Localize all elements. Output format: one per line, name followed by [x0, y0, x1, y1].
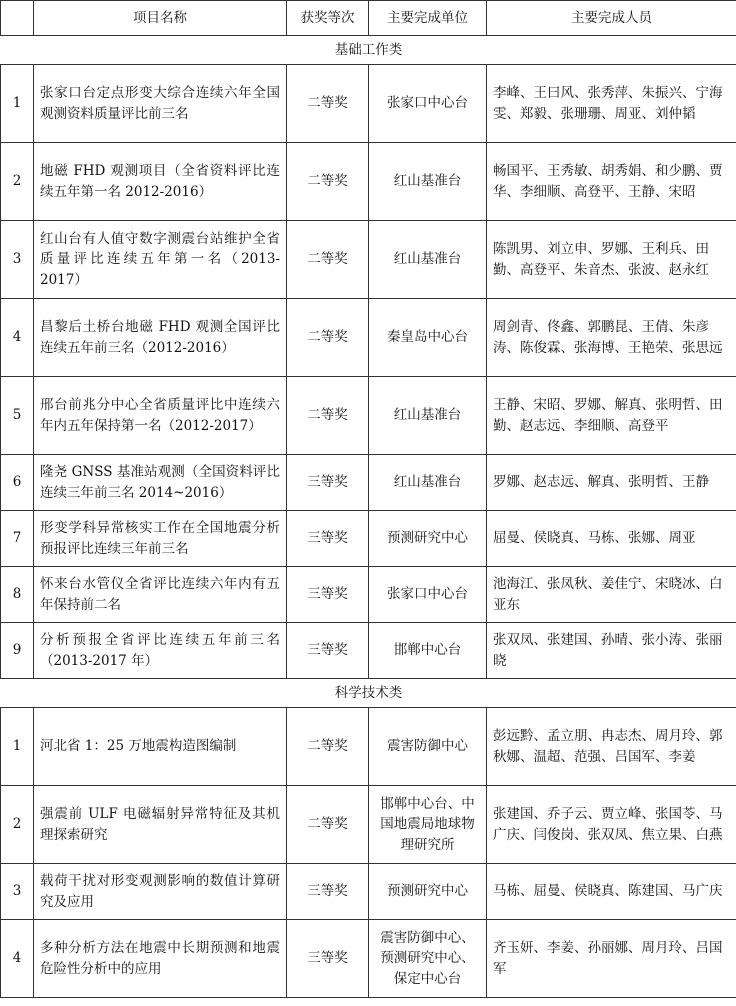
award-level: 三等奖 [287, 567, 369, 623]
completing-people: 屈曼、侯晓真、马栋、张娜、周亚 [487, 511, 736, 567]
completing-people: 池海江、张凤秋、姜佳宁、宋晓冰、白亚东 [487, 567, 736, 623]
completing-people: 周剑青、佟鑫、郭鹏昆、王倩、朱彦涛、陈俊霖、张海博、王艳荣、张思远 [487, 299, 736, 377]
completing-unit: 震害防御中心 [369, 708, 487, 786]
header-project-name: 项目名称 [34, 1, 287, 36]
table-body [1, 36, 736, 998]
completing-people: 张双凤、张建国、孙晴、张小涛、张丽晓 [487, 623, 736, 679]
award-level: 二等奖 [287, 708, 369, 786]
table-row [1, 455, 736, 511]
project-name: 分析预报全省评比连续五年前三名（2013-2017 年） [34, 623, 287, 679]
table-row [1, 623, 736, 679]
completing-unit: 张家口中心台 [369, 65, 487, 143]
project-name: 河北省 1：25 万地震构造图编制 [34, 708, 287, 786]
project-name: 多种分析方法在地震中长期预测和地震危险性分析中的应用 [34, 920, 287, 998]
table-row [1, 786, 736, 864]
completing-unit: 震害防御中心、预测研究中心、保定中心台 [369, 920, 487, 998]
completing-unit: 预测研究中心 [369, 511, 487, 567]
project-name: 强震前 ULF 电磁辐射异常特征及其机理探索研究 [34, 786, 287, 864]
award-level: 三等奖 [287, 511, 369, 567]
completing-unit: 预测研究中心 [369, 864, 487, 920]
row-number: 8 [1, 567, 34, 623]
completing-unit: 邯郸中心台、中国地震局地球物理研究所 [369, 786, 487, 864]
header-award-level: 获奖等次 [287, 1, 369, 36]
row-number: 7 [1, 511, 34, 567]
award-level: 二等奖 [287, 143, 369, 221]
completing-people: 罗娜、赵志远、解真、张明哲、王静 [487, 455, 736, 511]
category-title: 基础工作类 [1, 36, 736, 65]
award-level: 二等奖 [287, 221, 369, 299]
category-row [1, 36, 736, 65]
header-number [1, 1, 34, 36]
row-number: 2 [1, 143, 34, 221]
completing-unit: 邯郸中心台 [369, 623, 487, 679]
completing-people: 齐玉妍、李姜、孙丽娜、周月玲、吕国军 [487, 920, 736, 998]
header-unit: 主要完成单位 [369, 1, 487, 36]
table-row [1, 65, 736, 143]
row-number: 1 [1, 708, 34, 786]
award-level: 三等奖 [287, 920, 369, 998]
row-number: 4 [1, 920, 34, 998]
row-number: 9 [1, 623, 34, 679]
row-number: 2 [1, 786, 34, 864]
row-number: 3 [1, 864, 34, 920]
table-row [1, 377, 736, 455]
project-name: 张家口台定点形变大综合连续六年全国观测资料质量评比前三名 [34, 65, 287, 143]
completing-people: 畅国平、王秀敏、胡秀娟、和少鹏、贾华、李细顺、高登平、王静、宋昭 [487, 143, 736, 221]
table-row [1, 143, 736, 221]
row-number: 1 [1, 65, 34, 143]
completing-unit: 红山基准台 [369, 377, 487, 455]
row-number: 6 [1, 455, 34, 511]
award-level: 二等奖 [287, 65, 369, 143]
completing-unit: 红山基准台 [369, 143, 487, 221]
completing-people: 陈凯男、刘立申、罗娜、王利兵、田勤、高登平、朱音杰、张波、赵永红 [487, 221, 736, 299]
table-row [1, 567, 736, 623]
completing-people: 马栋、屈曼、侯晓真、陈建国、马广庆 [487, 864, 736, 920]
project-name: 邢台前兆分中心全省质量评比中连续六年内五年保持第一名（2012-2017） [34, 377, 287, 455]
award-level: 三等奖 [287, 455, 369, 511]
completing-people: 王静、宋昭、罗娜、解真、张明哲、田勤、赵志远、李细顺、高登平 [487, 377, 736, 455]
award-level: 二等奖 [287, 786, 369, 864]
project-name: 载荷干扰对形变观测影响的数值计算研究及应用 [34, 864, 287, 920]
completing-people: 彭远黔、孟立朋、冉志杰、周月玲、郭秋娜、温超、范强、吕国军、李姜 [487, 708, 736, 786]
completing-unit: 张家口中心台 [369, 567, 487, 623]
row-number: 3 [1, 221, 34, 299]
table-row [1, 864, 736, 920]
project-name: 红山台有人值守数字测震台站维护全省质量评比连续五年第一名（2013-2017） [34, 221, 287, 299]
completing-people: 张建国、乔子云、贾立峰、张国苓、马广庆、闫俊岗、张双凤、焦立果、白燕 [487, 786, 736, 864]
project-name: 形变学科异常核实工作在全国地震分析预报评比连续三年前三名 [34, 511, 287, 567]
award-level: 二等奖 [287, 299, 369, 377]
project-name: 隆尧 GNSS 基准站观测（全国资料评比连续三年前三名 2014~2016） [34, 455, 287, 511]
category-row [1, 679, 736, 708]
table-row [1, 299, 736, 377]
award-level: 二等奖 [287, 377, 369, 455]
project-name: 地磁 FHD 观测项目（全省资料评比连续五年第一名 2012-2016） [34, 143, 287, 221]
award-level: 三等奖 [287, 864, 369, 920]
row-number: 5 [1, 377, 34, 455]
table-row [1, 511, 736, 567]
row-number: 4 [1, 299, 34, 377]
header-people: 主要完成人员 [487, 1, 736, 36]
header-row [1, 1, 736, 36]
award-level: 三等奖 [287, 623, 369, 679]
category-title: 科学技术类 [1, 679, 736, 708]
project-name: 怀来台水管仪全省评比连续六年内有五年保持前二名 [34, 567, 287, 623]
table-row [1, 920, 736, 998]
completing-unit: 秦皇岛中心台 [369, 299, 487, 377]
completing-people: 李峰、王曰风、张秀萍、朱振兴、宁海雯、郑毅、张珊珊、周亚、刘仲韬 [487, 65, 736, 143]
table-row [1, 708, 736, 786]
completing-unit: 红山基准台 [369, 221, 487, 299]
project-name: 昌黎后土桥台地磁 FHD 观测全国评比连续五年前三名（2012-2016） [34, 299, 287, 377]
table-row [1, 221, 736, 299]
completing-unit: 红山基准台 [369, 455, 487, 511]
